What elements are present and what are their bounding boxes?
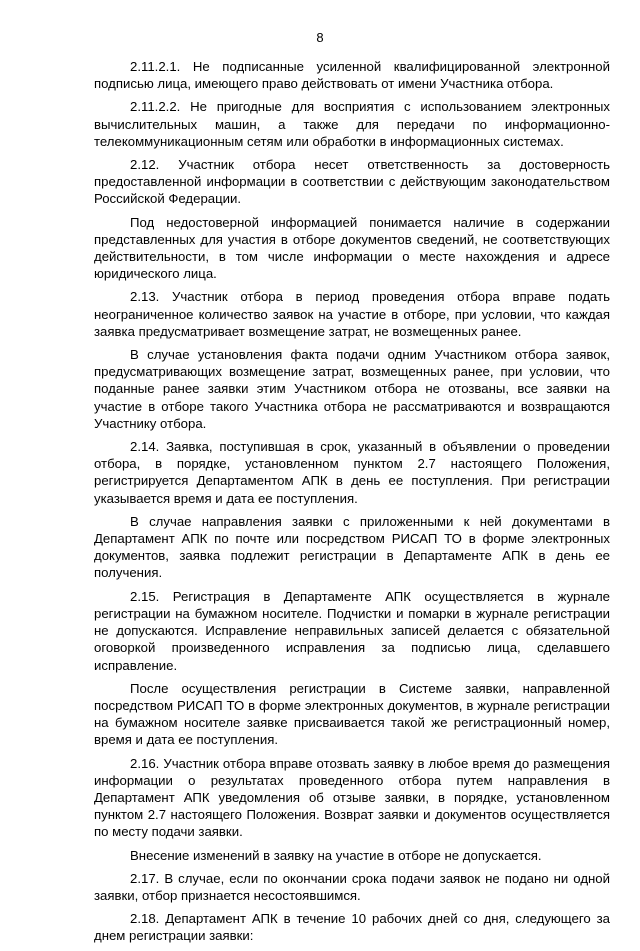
paragraph-2-11-2-1: 2.11.2.1. Не подписанные усиленной квалифицированной электронной подписью лица, имеющего право действовать от имени Участника отбора. [94,59,610,92]
paragraph-2-18: 2.18. Департамент АПК в течение 10 рабочих дней со дня, следующего за днем регистрации заявки: [94,911,610,944]
paragraph-2-12-note: Под недостоверной информацией понимается наличие в содержании представленных для участия в отборе документов сведений, не соответствующих действительности, в том числе информации о месте нахождения и адресе юридического лица. [94,214,610,282]
page-number: 8 [316,30,324,45]
paragraph-2-13: 2.13. Участник отбора в период проведения отбора вправе подать неограниченное количество заявок на участие в отборе, при условии, что каждая заявка предусматривает возмещение затрат, не возмещенных ранее. [94,289,610,339]
paragraph-2-14: 2.14. Заявка, поступившая в срок, указанный в объявлении о проведении отбора, в порядке, установленном пунктом 2.7 настоящего Положения, регистрируется Департаментом АПК в день ее поступления. При регистрации указывается время и дата ее поступления. [94,439,610,506]
document-body [94,58,610,951]
paragraph-2-16: 2.16. Участник отбора вправе отозвать заявку в любое время до размещения информации о результатах проведенного отбора путем направления в Департамент АПК уведомления об отзыве заявки, в порядке, установленном пунктом 2.7 настоящего Положения. Возврат заявки и документов осуществляется по месту подачи заявки. [94,755,610,840]
paragraph-2-17: 2.17. В случае, если по окончании срока подачи заявок не подано ни одной заявки, отбор признается несостоявшимся. [94,870,610,903]
paragraph-2-15: 2.15. Регистрация в Департаменте АПК осуществляется в журнале регистрации на бумажном носителе. Подчистки и помарки в журнале регистрации не допускаются. Исправление неправильных записей делается с обязательной оговоркой произведенного исправления за подписью лица, сделавшего исправление. [94,588,610,673]
paragraph-2-16-note: Внесение изменений в заявку на участие в отборе не допускается. [130,847,542,863]
paragraph-2-13-note: В случае установления факта подачи одним Участником отбора заявок, предусматривающих возмещение затрат, возмещенных ранее, при условии, что поданные ранее заявки этим Участником отбора не отозваны, все заявки на участие в отборе такого Участника отбора не рассматриваются и возвращаются Участнику отбора. [94,347,610,431]
paragraph-2-14-note: В случае направления заявки с приложенными к ней документами в Департамент АПК по почте или посредством РИСАП ТО в форме электронных документов, заявка подлежит регистрации в Департаменте АПК в день ее получения. [94,513,610,581]
paragraph-2-11-2-2: 2.11.2.2. Не пригодные для восприятия с использованием электронных вычислительных машин, а также для передачи по информационно-телекоммуникационным сетям или обработки в информационных системах. [94,99,610,149]
paragraph-2-12: 2.12. Участник отбора несет ответственность за достоверность предоставленной информации в соответствии с действующим законодательством Российской Федерации. [94,157,610,207]
paragraph-2-15-note: После осуществления регистрации в Системе заявки, направленной посредством РИСАП ТО в форме электронных документов, в журнале регистрации на бумажном носителе заявке присваивается такой же регистрационный номер, время и дата ее поступления. [94,680,610,748]
